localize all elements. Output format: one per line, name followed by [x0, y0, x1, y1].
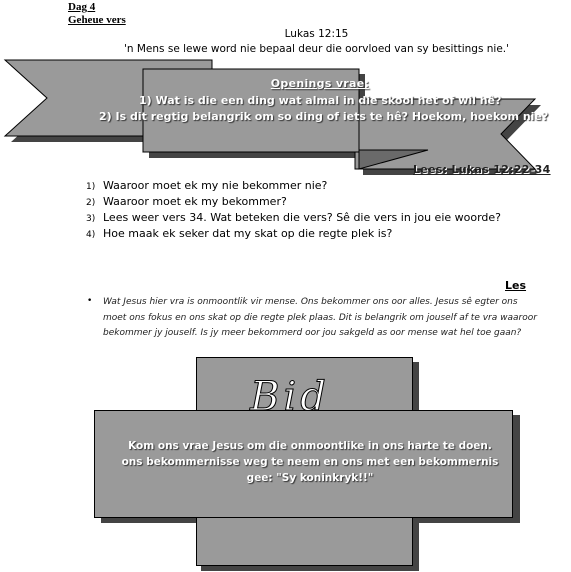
question-number: 4): [86, 230, 96, 240]
lesson-heading: Les: [505, 279, 527, 292]
prayer-title: Bid: [250, 374, 330, 420]
question-item: [86, 210, 501, 226]
question-number: 1): [86, 182, 96, 192]
lesson-paragraph: Wat Jesus hier vra is onmoontlik vir mense. Ons bekommer ons oor alles. Jesus sê egter ons moet ons fokus en ons skat op die regte plek plaas. Dit is belangrik om jouself af te vra waaroor bekommer jy jouself. Is jy meer bekommerd oor jou sakgeld as oor mense wat hel toe gaan?: [103, 297, 537, 338]
question-list: [86, 178, 501, 242]
question-text: Lees weer vers 34. Wat beteken die vers? Sê die vers in jou eie woorde?: [103, 211, 502, 224]
question-number: 2): [86, 198, 96, 208]
question-item: [86, 178, 501, 194]
memory-verse: 'n Mens se lewe word nie bepaal deur die oorvloed van sy besittings nie.': [123, 43, 510, 55]
prayer-line-3: gee: "Sy koninkryk!!": [246, 472, 374, 484]
prayer-line-2: ons bekommernisse weg te neem en ons met een bekommernis: [121, 456, 499, 468]
reading-reference: Lees: Lukas 12:22-34: [413, 163, 551, 176]
question-text: Waaroor moet ek my nie bekommer nie?: [103, 179, 328, 192]
question-number: 3): [86, 214, 96, 224]
question-text: Waaroor moet ek my bekommer?: [103, 195, 287, 208]
question-text: Hoe maak ek seker dat my skat op die regte plek is?: [103, 227, 393, 240]
section-subtitle: Geheue vers: [68, 14, 126, 26]
opening-question-1: 1) Wat is die een ding wat almal in die skool het of wil hê?: [139, 94, 502, 107]
bullet-icon: •: [87, 296, 93, 306]
question-item: [86, 226, 501, 242]
opening-questions-heading: Openings vrae:: [270, 77, 370, 90]
opening-question-2: 2) Is dit regtig belangrik om so ding of iets te hê? Hoekom, hoekom nie?: [99, 110, 549, 123]
verse-reference: Lukas 12:15: [284, 28, 349, 40]
day-label: Dag 4: [68, 1, 96, 13]
question-item: [86, 194, 501, 210]
prayer-line-1: Kom ons vrae Jesus om die onmoontlike in ons harte te doen.: [128, 440, 492, 452]
